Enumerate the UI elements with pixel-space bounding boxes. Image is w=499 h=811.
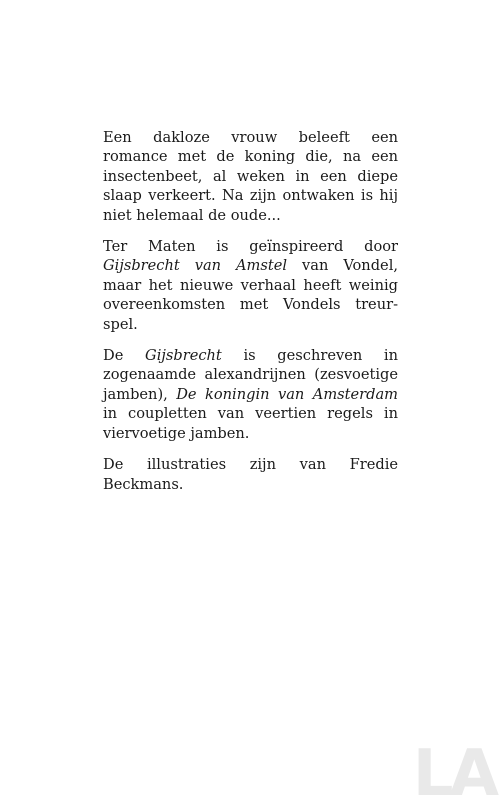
paragraph-3-text-c: in coupletten van veertien regels in viervoetige jamben. <box>103 405 398 442</box>
book-title-gijsbrecht: Gijsbrecht <box>145 347 222 365</box>
blurb-paragraph-2 <box>103 237 398 334</box>
book-title-gijsbrecht-van-amstel: Gijsbrecht van Amstel <box>103 257 288 275</box>
paragraph-4-text: De illustraties zijn van Fredie Beckmans. <box>103 456 398 493</box>
paragraph-3-text-a: De <box>103 347 146 365</box>
watermark-logo <box>409 690 499 811</box>
blurb-paragraph-3 <box>103 346 398 443</box>
blurb-paragraph-1 <box>103 128 398 225</box>
watermark-text: LA <box>412 737 495 811</box>
paragraph-2-text-b: van Vondel, maar het nieuwe verhaal heeft weinig overeenkomsten met Vondels treur-spel. <box>103 257 398 333</box>
blurb-paragraph-4 <box>103 455 398 494</box>
blurb-text <box>103 128 398 504</box>
book-title-de-koningin-van-amsterdam: De koningin van Amsterdam <box>176 385 398 403</box>
paragraph-3-text-b: is geschreven in zogenaamde alexandrijnen (zesvoetige jamben), <box>103 347 398 403</box>
paragraph-2-text-a: Ter Maten is geïnspireerd door <box>103 238 398 256</box>
paragraph-1-text: Een dakloze vrouw beleeft een romance met de koning die, na een insectenbeet, al weken in een diepe slaap verkeert. Na zijn ontwaken is hij niet helemaal de oude... <box>103 129 398 224</box>
